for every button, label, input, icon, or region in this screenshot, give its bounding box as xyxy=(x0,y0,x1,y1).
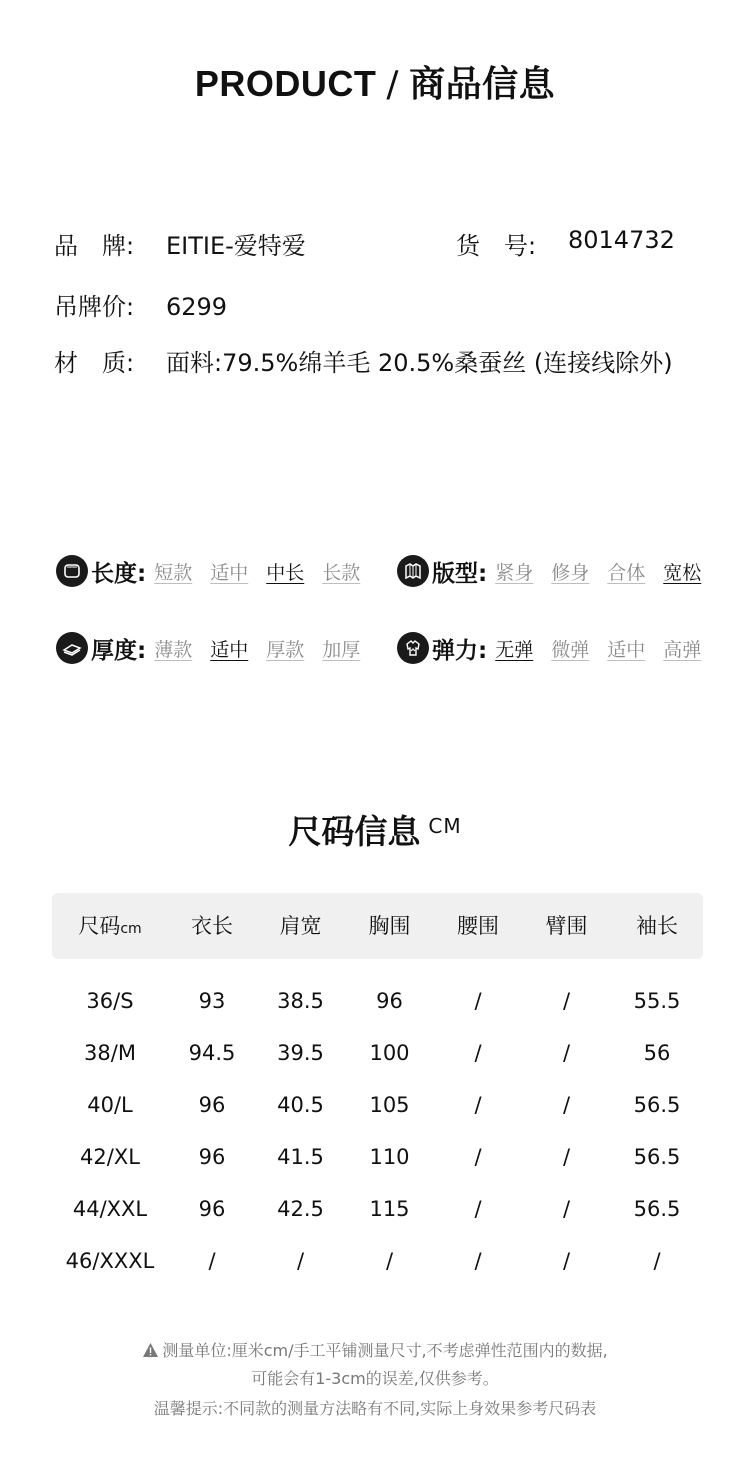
table-cell: / xyxy=(385,1249,394,1273)
thickness-option: 厚款 xyxy=(266,638,305,661)
header-cell: 尺码cm xyxy=(78,914,142,938)
table-cell: 40/L xyxy=(87,1093,133,1117)
note-line-2: 可能会有1-3cm的误差,仅供参考。 xyxy=(251,1369,499,1388)
length-option: 长款 xyxy=(322,561,361,584)
page-title xyxy=(0,56,750,107)
thickness-options xyxy=(154,635,360,662)
table-row xyxy=(52,1079,703,1131)
price-label: 吊牌价: xyxy=(54,293,135,321)
table-cell: / xyxy=(562,1249,571,1273)
title-cn: 商品信息 xyxy=(409,64,556,105)
header-cell: 腰围 xyxy=(457,914,499,938)
thickness-option: 加厚 xyxy=(322,638,361,661)
measurement-note xyxy=(0,1338,750,1362)
attr-elasticity xyxy=(397,631,701,665)
table-row xyxy=(52,1131,703,1183)
sku-label: 货 号: xyxy=(456,232,537,260)
table-cell: 94.5 xyxy=(188,1041,236,1065)
length-option: 适中 xyxy=(210,561,249,584)
header-cell: 肩宽 xyxy=(279,914,322,938)
table-cell: 115 xyxy=(369,1197,410,1221)
size-title xyxy=(0,806,750,853)
brand-value: EITIE-爱特爱 xyxy=(166,232,306,260)
table-cell: / xyxy=(562,989,571,1013)
table-cell: 40.5 xyxy=(277,1093,324,1117)
table-cell: 42.5 xyxy=(277,1197,324,1221)
thickness-label: 厚度: xyxy=(91,637,147,664)
attr-fit xyxy=(397,554,701,588)
table-cell: / xyxy=(474,1041,482,1065)
table-cell: / xyxy=(474,1145,482,1169)
table-cell: / xyxy=(562,1093,571,1117)
thickness-option: 薄款 xyxy=(154,638,193,661)
title-en: PRODUCT xyxy=(194,63,377,104)
elasticity-options xyxy=(495,635,701,662)
material-value: 面料:79.5%绵羊毛 20.5%桑蚕丝 (连接线除外) xyxy=(166,349,673,377)
length-option: 短款 xyxy=(154,561,193,584)
elasticity-option: 微弹 xyxy=(551,638,590,661)
length-label: 长度: xyxy=(91,560,147,587)
table-cell: 41.5 xyxy=(277,1145,324,1169)
attr-length xyxy=(56,554,360,588)
table-cell: / xyxy=(474,1249,482,1273)
table-cell: / xyxy=(474,989,482,1013)
tip-note: 温馨提示:不同款的测量方法略有不同,实际上身效果参考尺码表 xyxy=(153,1399,597,1418)
warning-icon xyxy=(142,1342,159,1362)
size-title-text: 尺码信息 xyxy=(288,812,421,851)
thickness-option: 适中 xyxy=(210,638,249,661)
brand-label: 品 牌: xyxy=(54,232,135,260)
table-row xyxy=(52,1183,703,1235)
sku-value: 8014732 xyxy=(568,226,675,254)
table-cell: 46/XXXL xyxy=(65,1249,155,1273)
brand-sku-row xyxy=(54,226,714,261)
table-cell: 39.5 xyxy=(277,1041,324,1065)
material-row xyxy=(54,343,673,378)
price-row xyxy=(54,287,227,322)
table-row xyxy=(52,1027,703,1079)
elasticity-option: 高弹 xyxy=(663,638,702,661)
header-unit: cm xyxy=(120,921,142,937)
thickness-icon xyxy=(56,632,88,664)
table-row xyxy=(52,975,703,1027)
table-cell: / xyxy=(474,1093,482,1117)
header-cell: 胸围 xyxy=(368,914,411,938)
table-cell: 36/S xyxy=(86,989,134,1013)
note-line-1: 测量单位:厘米cm/手工平铺测量尺寸,不考虑弹性范围内的数据, xyxy=(162,1341,608,1360)
table-cell: / xyxy=(296,1249,305,1273)
table-cell: 38.5 xyxy=(277,989,324,1013)
table-cell: 56.5 xyxy=(633,1093,681,1117)
size-unit: CM xyxy=(428,814,462,838)
table-cell: 56.5 xyxy=(633,1197,681,1221)
table-row xyxy=(52,1235,703,1287)
table-cell: 100 xyxy=(369,1041,410,1065)
fit-option: 宽松 xyxy=(663,561,702,584)
elasticity-label: 弹力: xyxy=(432,637,488,664)
table-cell: 56.5 xyxy=(633,1145,681,1169)
title-slash: / xyxy=(386,64,400,105)
attr-thickness xyxy=(56,631,360,665)
elasticity-option: 适中 xyxy=(607,638,646,661)
fit-option: 紧身 xyxy=(495,561,534,584)
fit-option: 修身 xyxy=(551,561,590,584)
table-cell: 56 xyxy=(643,1041,671,1065)
table-cell: 42/XL xyxy=(80,1145,140,1169)
table-cell: / xyxy=(208,1249,216,1273)
length-option: 中长 xyxy=(266,561,305,584)
table-cell: 105 xyxy=(369,1093,410,1117)
elasticity-icon xyxy=(397,632,429,664)
table-cell: / xyxy=(474,1197,482,1221)
table-cell: 44/XXL xyxy=(72,1197,148,1221)
table-cell: / xyxy=(562,1041,571,1065)
size-table-body xyxy=(52,975,703,1287)
length-options xyxy=(154,558,360,585)
length-icon xyxy=(56,555,88,587)
table-cell: 93 xyxy=(198,989,226,1013)
table-cell: 96 xyxy=(198,1197,226,1221)
elasticity-option: 无弹 xyxy=(495,638,534,661)
fit-option: 合体 xyxy=(607,561,646,584)
table-cell: / xyxy=(562,1197,571,1221)
table-cell: / xyxy=(562,1145,571,1169)
header-cell: 袖长 xyxy=(636,914,678,938)
fit-icon xyxy=(397,555,429,587)
table-cell: 38/M xyxy=(84,1041,136,1065)
fit-options xyxy=(495,558,701,585)
table-cell: 55.5 xyxy=(633,989,681,1013)
size-table-header xyxy=(52,893,703,959)
table-cell: / xyxy=(653,1249,661,1273)
header-cell: 衣长 xyxy=(191,914,233,938)
table-cell: 110 xyxy=(369,1145,410,1169)
table-cell: 96 xyxy=(198,1145,226,1169)
table-cell: 96 xyxy=(376,989,403,1013)
table-cell: 96 xyxy=(198,1093,226,1117)
material-label: 材 质: xyxy=(54,349,135,377)
fit-label: 版型: xyxy=(432,560,488,587)
price-value: 6299 xyxy=(166,293,228,321)
header-cell: 臂围 xyxy=(545,914,588,938)
